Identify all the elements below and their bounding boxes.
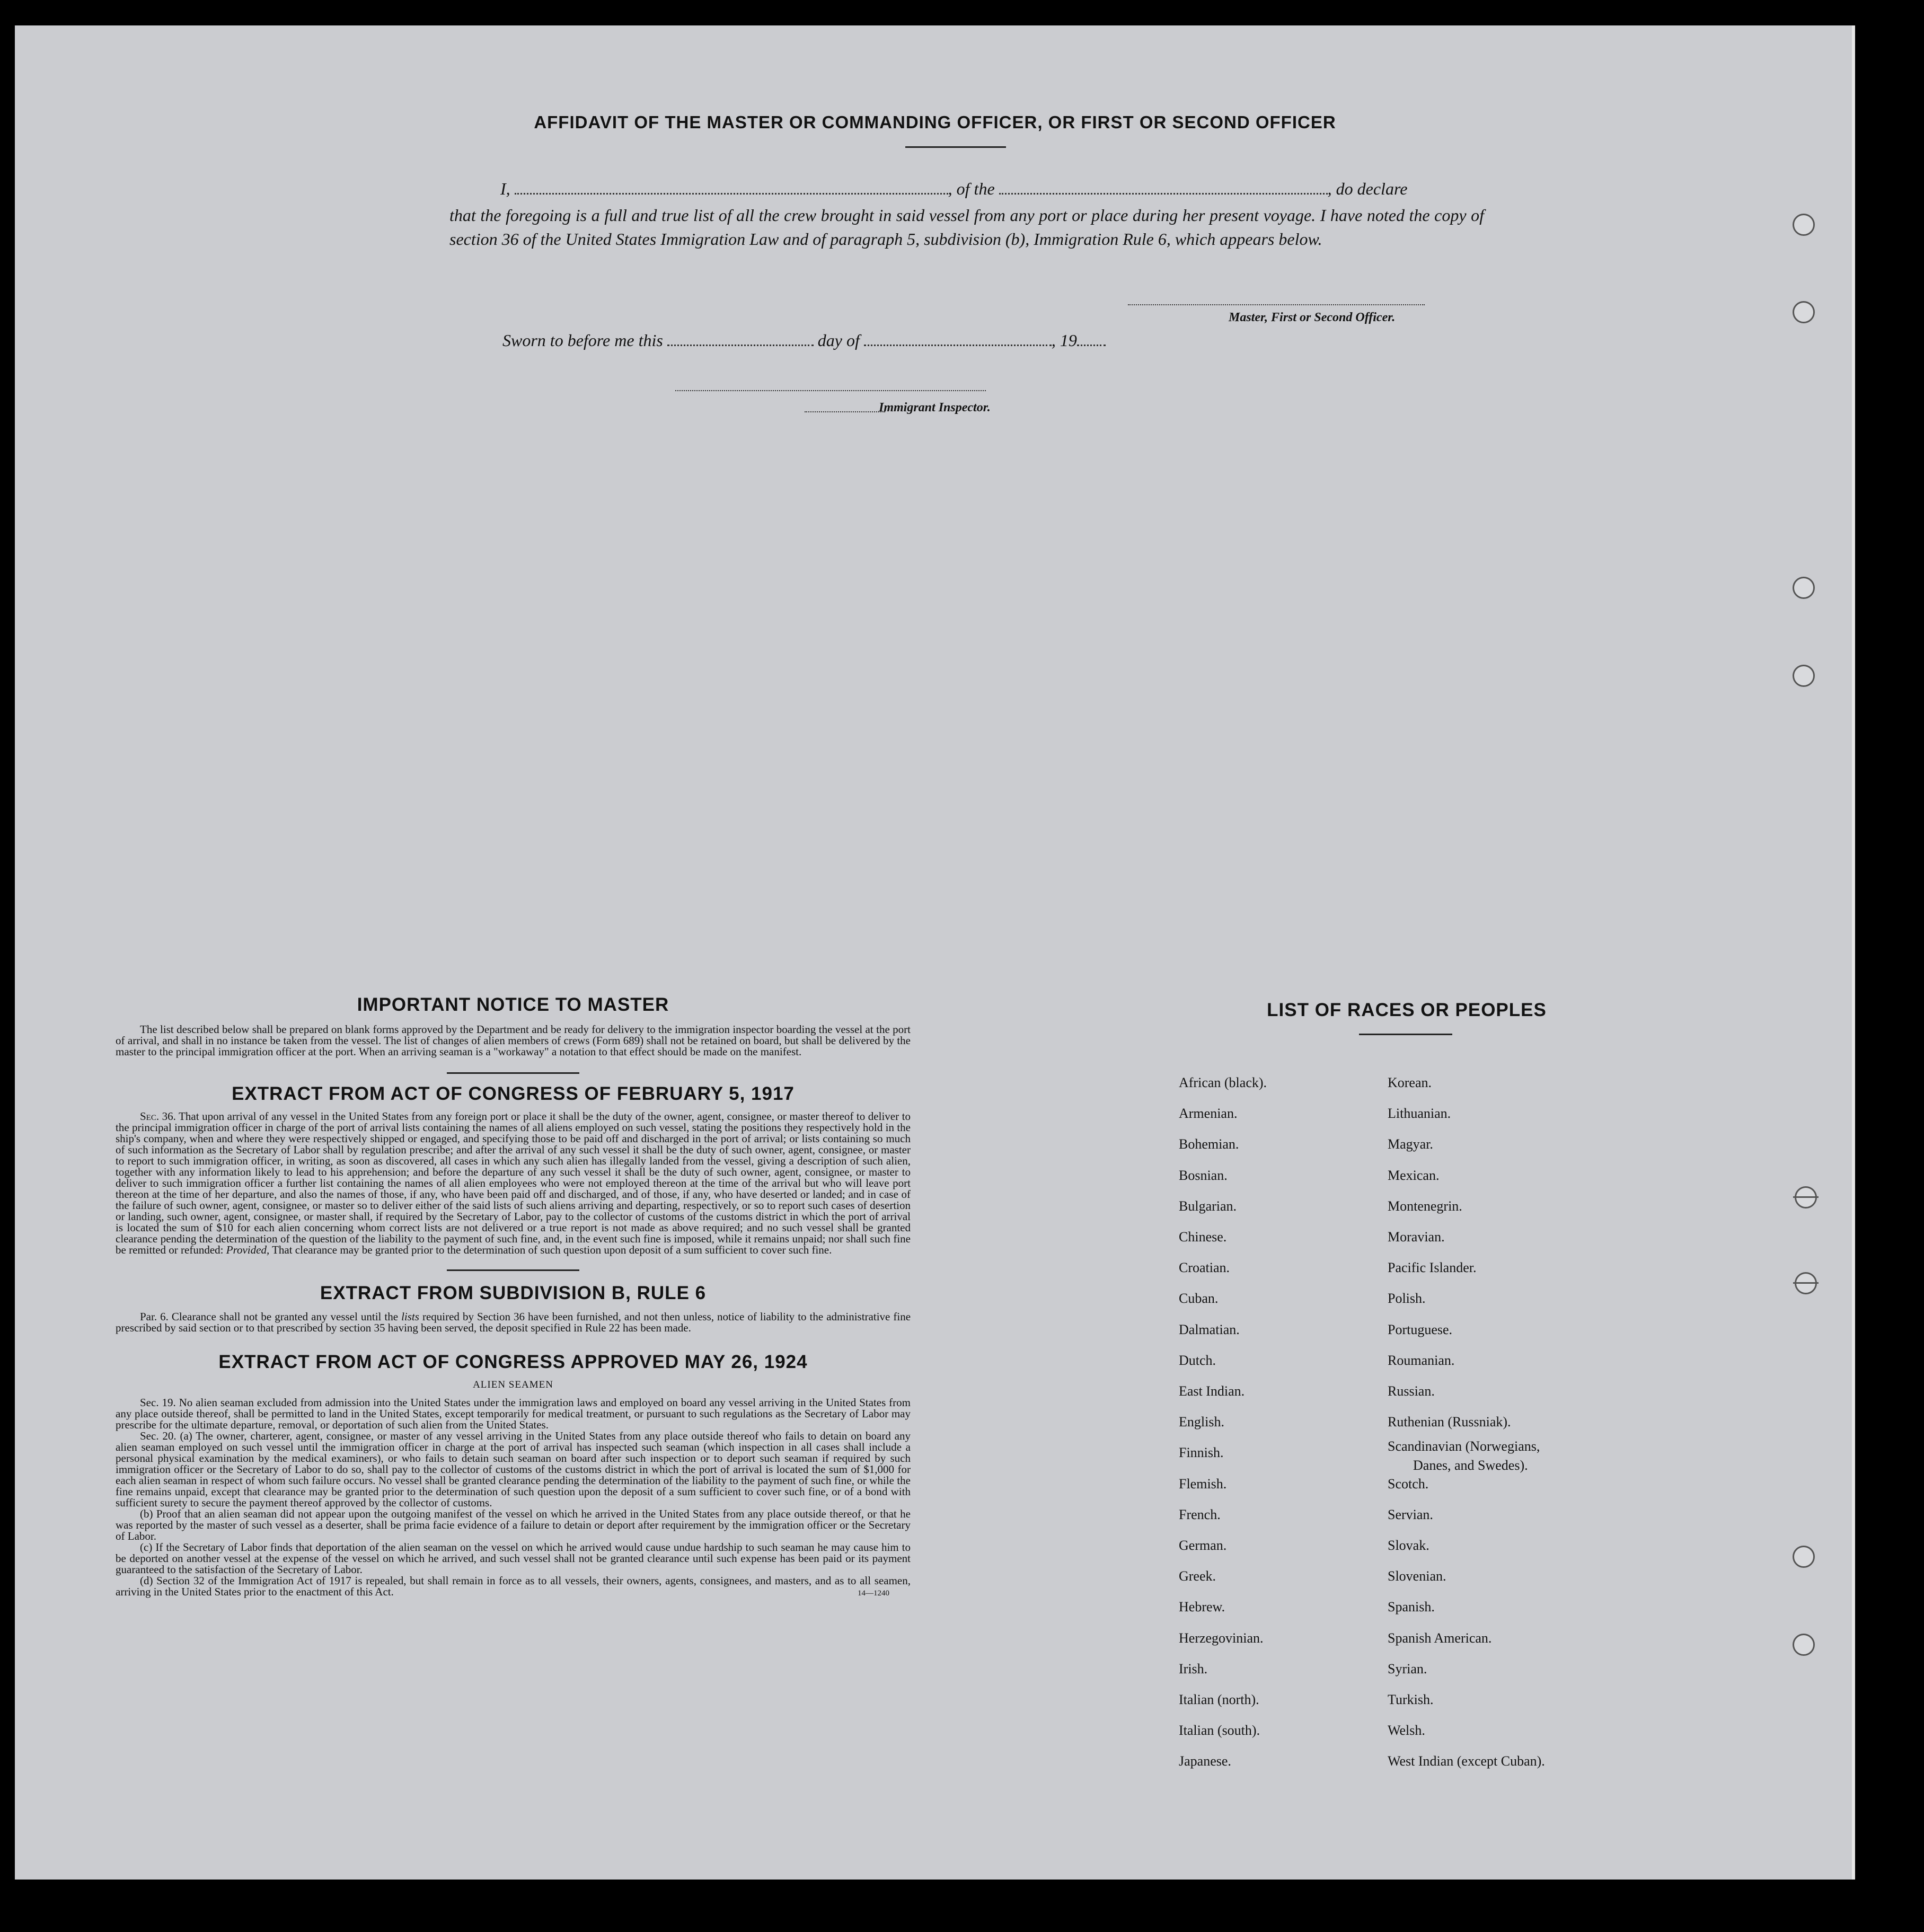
right-race-item: Servian. bbox=[1388, 1506, 1433, 1522]
punch-hole bbox=[1793, 665, 1815, 687]
punch-hole bbox=[1795, 1186, 1817, 1208]
section-20c-text: (c) If the Secretary of Labor finds that deportation of the alien seaman on the vessel on which he arrived would cause undue hardship to such seaman he may cause him to be deported on another vessel at the expense of the vessel on which he arrived, and such vessel shall not be granted clearance until such expense has been paid or its payment guaranteed to the satisfaction of the Secretary of Labor. bbox=[116, 1541, 911, 1576]
right-race-item: West Indian (except Cuban). bbox=[1388, 1753, 1545, 1769]
divider bbox=[905, 146, 1006, 148]
sworn-label: Sworn to before me this bbox=[502, 331, 663, 350]
divider bbox=[1359, 1034, 1452, 1035]
notice-text: The list described below shall be prepared on blank forms approved by the Department and be ready for delivery to the immigration inspector boarding the vessel at the port of arrival, and shall in no instance be taken from the vessel. The list of changes of alien members of crews (Form 689) shall not be retained on board, but shall be delivered by the master to the principal immigration officer at the port. When an arriving seaman is a "workaway" a notation to that effect should be made on the manifest. bbox=[116, 1023, 911, 1058]
right-race-item: Magyar. bbox=[1388, 1136, 1433, 1152]
right-race-item: Roumanian. bbox=[1388, 1352, 1455, 1368]
affidavit-declare-label: , do declare bbox=[1327, 179, 1408, 198]
affidavit-body: that the foregoing is a full and true list of all the crew brought in said vessel from any port or place during her present voyage. I have noted the copy of section 36 of the United States Immigration Law and of paragraph 5, subdivision (b), Immigration Rule 6, which appears below. bbox=[449, 206, 1484, 249]
notice-title: IMPORTANT NOTICE TO MASTER bbox=[357, 994, 669, 1015]
affidavit-title: AFFIDAVIT OF THE MASTER OR COMMANDING OFFICER, OR FIRST OR SECOND OFFICER bbox=[534, 112, 1336, 132]
left-column bbox=[116, 994, 911, 1598]
punch-hole bbox=[1793, 301, 1815, 323]
punch-hole bbox=[1793, 1634, 1815, 1656]
master-signature-label: Master, First or Second Officer. bbox=[1229, 311, 1396, 324]
document-page bbox=[15, 25, 1855, 1880]
inspector-label: Immigrant Inspector. bbox=[879, 401, 991, 414]
affidavit-of-the-label: , of the bbox=[948, 179, 995, 198]
section-36-body: That upon arrival of any vessel in the United States from any foreign port or place it shall be the duty of the owner, agent, consignee, or master thereof to deliver to the principal immigration officer in charge of the port of arrival lists containing the names of all aliens employed on such vessel, stating the positions they respectively hold in the ship's company, when and where they were respectively shipped or engaged, and specifying those to be paid off and discharged in the port of arrival; or lists containing so much of such information as the Secretary of Labor shall by regulation prescribe; and after the arrival of any such vessel it shall be the duty of such owner, agent, consignee, or master to report to such immigration officer, in writing, as soon as discovered, all cases in which any such alien has illegally landed from the vessel, giving a description of such alien, together with any information likely to lead to his apprehension; and before the departure of any such vessel it shall be the duty of such owner, agent, consignee, or master to deliver to such immigration officer a further list containing the names of all alien employees who were not employed thereon at the time of the arrival but who will leave port thereon at the time of her departure, and also the names of those, if any, who have been paid off and discharged, and of those, if any, who have deserted or landed; and in case of the failure of such owner, agent, consignee, or master so to deliver either of the said lists of such aliens arriving and departing, respectively, or so to report such cases of desertion or landing, such owner, agent, consignee, or master shall, if required by the Secretary of Labor, pay to the collector of customs of the customs district in which the port of arrival is located the sum of $10 for each alien concerning whom correct lists are not delivered or a true report is not made as above required; and no such vessel shall be granted clearance pending the determination of the question of the liability to the payment of such fine, and, in the event such fine is imposed, while it remains unpaid; nor shall such fine be remitted or refunded: bbox=[116, 1110, 911, 1256]
day-of-label: day of bbox=[817, 331, 860, 350]
left-race-item: Chinese. bbox=[1179, 1229, 1227, 1245]
sworn-line bbox=[502, 331, 1106, 350]
left-race-item: East Indian. bbox=[1179, 1383, 1245, 1399]
section-20d-text: (d) Section 32 of the Immigration Act of 1917 is repealed, but shall remain in force as to all vessels, their owners, agents, consignees, and masters, and as to all seamen, arriving in the United States prior to the enactment of this Act. bbox=[116, 1574, 911, 1598]
left-race-item: Hebrew. bbox=[1179, 1599, 1225, 1615]
vessel-blank bbox=[999, 193, 1328, 195]
alien-seamen-subtitle: ALIEN SEAMEN bbox=[473, 1379, 553, 1390]
left-race-item: Croatian. bbox=[1179, 1260, 1230, 1276]
punch-hole bbox=[1793, 214, 1815, 236]
section-20a-text: Sec. 20. (a) The owner, charterer, agent, consignee, or master of any vessel arriving in the United States from any place outside thereof who fails to detain on board any alien seaman employed on such vessel until the immigration officer in charge at the port of arrival has inspected such seaman (which inspection in all cases shall include a personal physical examination by the medical examiners), or who fails to detain such seaman on board after such inspection or to deport such seaman if required by such immigration officer or the Secretary of Labor to do so, shall pay to the collector of customs of the customs district in which the port of arrival is located the sum of $1,000 for each alien seaman in respect of whom such failure occurs. No vessel shall be granted clearance pending the determination of the liability to the payment of such fine, or while the fine remains unpaid, except that clearance may be granted prior to the determination of such question upon the deposit of a sum sufficient to cover such fine, or of a bond with sufficient surety to secure the payment thereof approved by the collector of customs. bbox=[116, 1430, 911, 1509]
left-race-item: Cuban. bbox=[1179, 1291, 1219, 1307]
rule6-lead: Par. 6. Clearance shall not be granted any vessel until the bbox=[140, 1310, 399, 1323]
extract-rule6-title: EXTRACT FROM SUBDIVISION B, RULE 6 bbox=[320, 1283, 707, 1303]
right-race-item: Mexican. bbox=[1388, 1167, 1440, 1183]
right-race-item: Russian. bbox=[1388, 1383, 1435, 1399]
right-race-item: Danes, and Swedes). bbox=[1413, 1458, 1528, 1474]
left-race-item: African (black). bbox=[1179, 1075, 1267, 1090]
divider bbox=[447, 1269, 579, 1271]
left-race-item: Dalmatian. bbox=[1179, 1321, 1240, 1337]
year-label: , 19 bbox=[1051, 331, 1077, 350]
punch-hole bbox=[1793, 577, 1815, 599]
right-race-item: Syrian. bbox=[1388, 1661, 1427, 1677]
left-race-item: Greek. bbox=[1179, 1568, 1216, 1584]
punch-hole bbox=[1795, 1272, 1817, 1294]
right-race-item: Slovak. bbox=[1388, 1538, 1429, 1553]
extract-1917-title: EXTRACT FROM ACT OF CONGRESS OF FEBRUARY 5, 1917 bbox=[232, 1083, 795, 1104]
right-race-item: Spanish. bbox=[1388, 1599, 1435, 1615]
races-title: LIST OF RACES OR PEOPLES bbox=[1267, 1000, 1547, 1020]
right-race-item: Portuguese. bbox=[1388, 1321, 1453, 1337]
right-race-item: Moravian. bbox=[1388, 1229, 1445, 1245]
section-36-label: Sec. 36. bbox=[140, 1110, 176, 1123]
left-race-item: Flemish. bbox=[1179, 1476, 1227, 1492]
form-number: 14—1240 bbox=[858, 1589, 889, 1598]
left-race-item: Dutch. bbox=[1179, 1352, 1216, 1368]
left-race-item: Irish. bbox=[1179, 1661, 1208, 1677]
provided-label: Provided, bbox=[226, 1243, 270, 1256]
extract-1924-title: EXTRACT FROM ACT OF CONGRESS APPROVED MAY 26, 1924 bbox=[218, 1352, 808, 1372]
inspector-signature-underline bbox=[805, 411, 885, 412]
left-race-item: Bulgarian. bbox=[1179, 1198, 1237, 1214]
section-20b-text: (b) Proof that an alien seaman did not appear upon the outgoing manifest of the vessel on which he arrived in the United States from any place outside thereof, or that he was reported by the master of such vessel as a deserter, shall be prima facie evidence of a failure to detain or deport after requirement by the immigration officer or the Secretary of Labor. bbox=[116, 1507, 911, 1542]
left-race-item: Italian (north). bbox=[1179, 1692, 1259, 1707]
affidavit-declaration-line bbox=[500, 179, 1407, 199]
left-race-item: French. bbox=[1179, 1506, 1221, 1522]
right-race-item: Spanish American. bbox=[1388, 1630, 1492, 1646]
left-race-item: Italian (south). bbox=[1179, 1723, 1260, 1739]
left-race-item: English. bbox=[1179, 1414, 1224, 1430]
left-race-item: German. bbox=[1179, 1538, 1227, 1553]
right-race-item: Turkish. bbox=[1388, 1692, 1434, 1707]
left-race-item: Herzegovinian. bbox=[1179, 1630, 1264, 1646]
affidavit-i-label: I, bbox=[500, 179, 510, 198]
extract-1917-text bbox=[116, 1111, 911, 1256]
left-race-item: Japanese. bbox=[1179, 1753, 1231, 1769]
punch-hole bbox=[1793, 1546, 1815, 1568]
right-race-item: Welsh. bbox=[1388, 1723, 1425, 1739]
section-19-text: Sec. 19. No alien seaman excluded from admission into the United States under the immigration laws and employed on board any vessel arriving in the United States from any place outside thereof, shall be permitted to land in the United States, except temporarily for medical treatment, or pursuant to such regulations as the Secretary of Labor may prescribe for the ultimate departure, removal, or deportation of such alien from the United States. bbox=[116, 1396, 911, 1431]
day-blank bbox=[667, 345, 814, 346]
right-race-item: Scandinavian (Norwegians, bbox=[1388, 1439, 1540, 1454]
divider bbox=[447, 1072, 579, 1074]
month-blank bbox=[864, 345, 1052, 346]
year-blank bbox=[1077, 345, 1106, 346]
left-race-item: Bohemian. bbox=[1179, 1136, 1239, 1152]
left-race-item: Finnish. bbox=[1179, 1445, 1224, 1461]
right-race-item: Ruthenian (Russniak). bbox=[1388, 1414, 1511, 1430]
right-race-item: Polish. bbox=[1388, 1291, 1426, 1307]
left-race-item: Bosnian. bbox=[1179, 1167, 1228, 1183]
right-race-item: Scotch. bbox=[1388, 1476, 1429, 1492]
extract-rule6-text bbox=[116, 1311, 911, 1334]
right-race-item: Montenegrin. bbox=[1388, 1198, 1462, 1214]
master-signature-line bbox=[1128, 304, 1425, 305]
left-race-item: Armenian. bbox=[1179, 1106, 1238, 1122]
right-race-item: Pacific Islander. bbox=[1388, 1260, 1477, 1276]
right-race-item: Lithuanian. bbox=[1388, 1106, 1451, 1122]
right-race-item: Slovenian. bbox=[1388, 1568, 1446, 1584]
name-blank bbox=[515, 193, 948, 195]
rule6-lists: lists bbox=[401, 1310, 419, 1323]
inspector-signature-line bbox=[675, 390, 986, 391]
rule6-body: required by Section 36 have been furnished, and not then unless, notice of liability to the administrative fine prescribed by said section or to that prescribed by section 35 having been served, the deposit specified in Rule 22 has been made. bbox=[116, 1310, 911, 1334]
section-36-end: That clearance may be granted prior to the determination of such question upon deposit of a sum sufficient to cover such fine. bbox=[272, 1243, 832, 1256]
right-race-item: Korean. bbox=[1388, 1075, 1432, 1090]
